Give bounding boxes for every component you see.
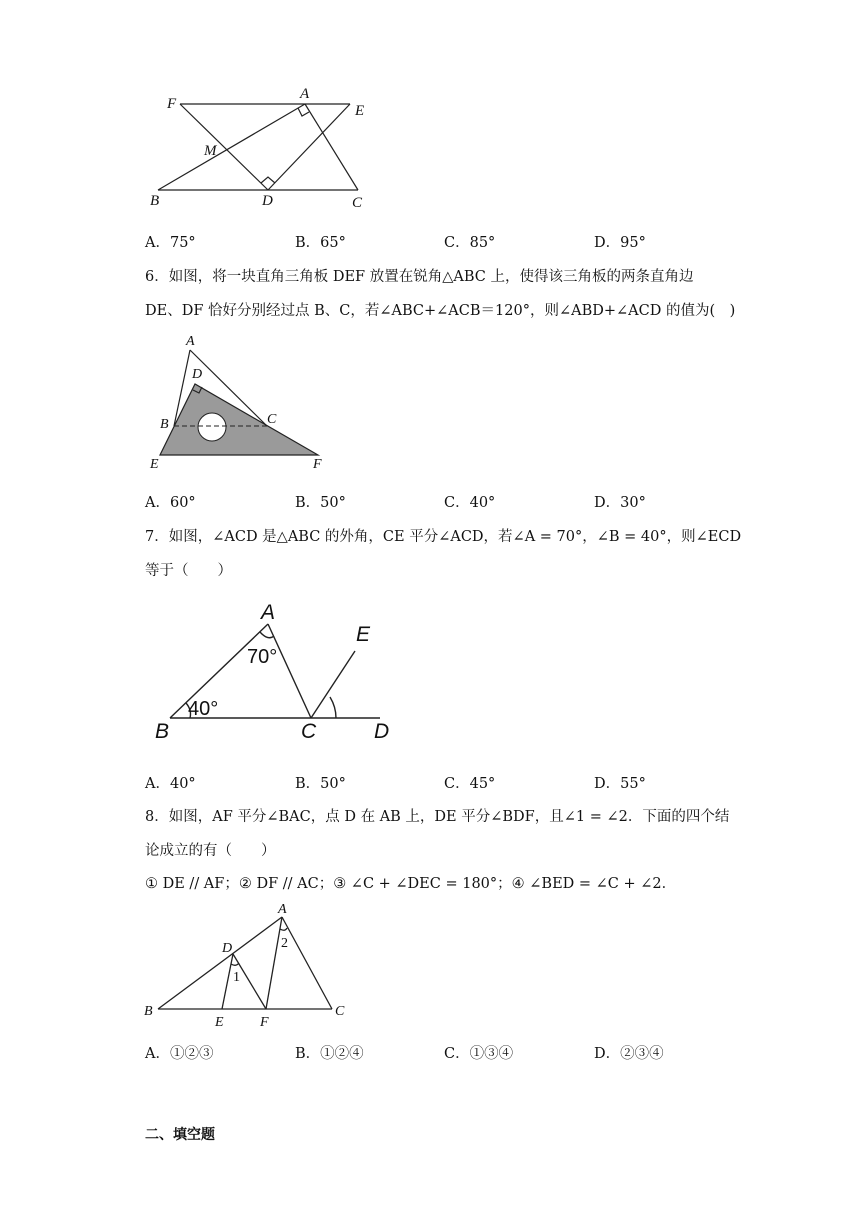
q5-label-F: F [167, 96, 177, 112]
q7-label-D: D [374, 720, 390, 743]
q8-angle-arc-1 [231, 963, 239, 965]
q6-option-d[interactable]: D．30° [594, 495, 646, 511]
q7-label-B: B [155, 720, 170, 743]
q8-stem-line2: 论成立的有（ ） [145, 843, 276, 859]
q8-line-BA [158, 917, 282, 1009]
q5-label-E: E [355, 103, 365, 119]
q6-label-A: A [186, 334, 195, 349]
q8-label-D: D [222, 941, 233, 956]
q6-stem-line1: 6．如图，将一块直角三角板 DEF 放置在锐角△ABC 上，使得该三角板的两条直角边 [145, 269, 694, 285]
q7-stem-line1: 7．如图，∠ACD 是△ABC 的外角，CE 平分∠ACD，若∠A = 70°，∠B = 40°，则∠ECD [145, 529, 742, 545]
q8-option-c[interactable]: C．①③④ [444, 1046, 514, 1062]
q6-option-c[interactable]: C．40° [444, 495, 496, 511]
q8-label-C: C [335, 1004, 345, 1019]
q6-option-a[interactable]: A．60° [145, 495, 196, 511]
q7-option-a[interactable]: A．40° [145, 776, 196, 792]
q5-label-B: B [150, 193, 160, 209]
q8-line-AC [282, 917, 332, 1009]
q7-label-A: A [261, 601, 276, 624]
q5-label-M: M [204, 143, 217, 159]
q7-option-b[interactable]: B．50° [295, 776, 346, 792]
q5-option-d[interactable]: D．95° [594, 235, 646, 251]
q5-option-a[interactable]: A．75° [145, 235, 196, 251]
q7-label-E: E [356, 623, 371, 646]
q7-angle-label-A: 70° [247, 646, 278, 668]
q5-label-A: A [300, 86, 310, 102]
q8-option-a[interactable]: A．①②③ [145, 1046, 214, 1062]
q8-stem-line3: ① DE // AF；② DF // AC；③ ∠C + ∠DEC = 180°；④ ∠BED = ∠C + ∠2． [145, 876, 677, 892]
q8-line-AF [266, 917, 282, 1009]
q8-angle-arc-2 [280, 928, 287, 930]
q6-stem-line2: DE、DF 恰好分别经过点 B、C，若∠ABC+∠ACB＝120°，则∠ABD+∠ACD 的值为( ) [145, 303, 736, 319]
q6-label-E: E [150, 457, 159, 472]
q8-angle-label-2: 2 [281, 936, 288, 951]
q5-option-b[interactable]: B．65° [295, 235, 346, 251]
q7-option-d[interactable]: D．55° [594, 776, 646, 792]
q5-label-D: D [262, 193, 273, 209]
q7-stem-line2: 等于（ ） [145, 563, 232, 579]
q8-option-d[interactable]: D．②③④ [594, 1046, 664, 1062]
q8-label-B: B [144, 1004, 153, 1019]
q8-line-DE [222, 954, 233, 1009]
q5-label-C: C [352, 195, 363, 211]
q7-angle-label-B: 40° [188, 698, 219, 720]
q6-label-B: B [160, 417, 169, 432]
q8-stem-line1: 8．如图，AF 平分∠BAC，点 D 在 AB 上，DE 平分∠BDF，且∠1 = ∠2．下面的四个结 [145, 809, 730, 825]
q7-label-C: C [301, 720, 317, 743]
q6-label-F: F [313, 457, 322, 472]
q7-option-c[interactable]: C．45° [444, 776, 496, 792]
q8-label-A: A [278, 902, 287, 917]
q8-option-b[interactable]: B．①②④ [295, 1046, 364, 1062]
q8-label-E: E [215, 1015, 224, 1030]
section-title-fill-in: 二、填空题 [145, 1127, 215, 1143]
q6-option-b[interactable]: B．50° [295, 495, 346, 511]
q8-label-F: F [260, 1015, 269, 1030]
q8-angle-label-1: 1 [233, 970, 240, 985]
q5-option-c[interactable]: C．85° [444, 235, 496, 251]
q6-label-D: D [192, 367, 203, 382]
q6-label-C: C [267, 412, 277, 427]
